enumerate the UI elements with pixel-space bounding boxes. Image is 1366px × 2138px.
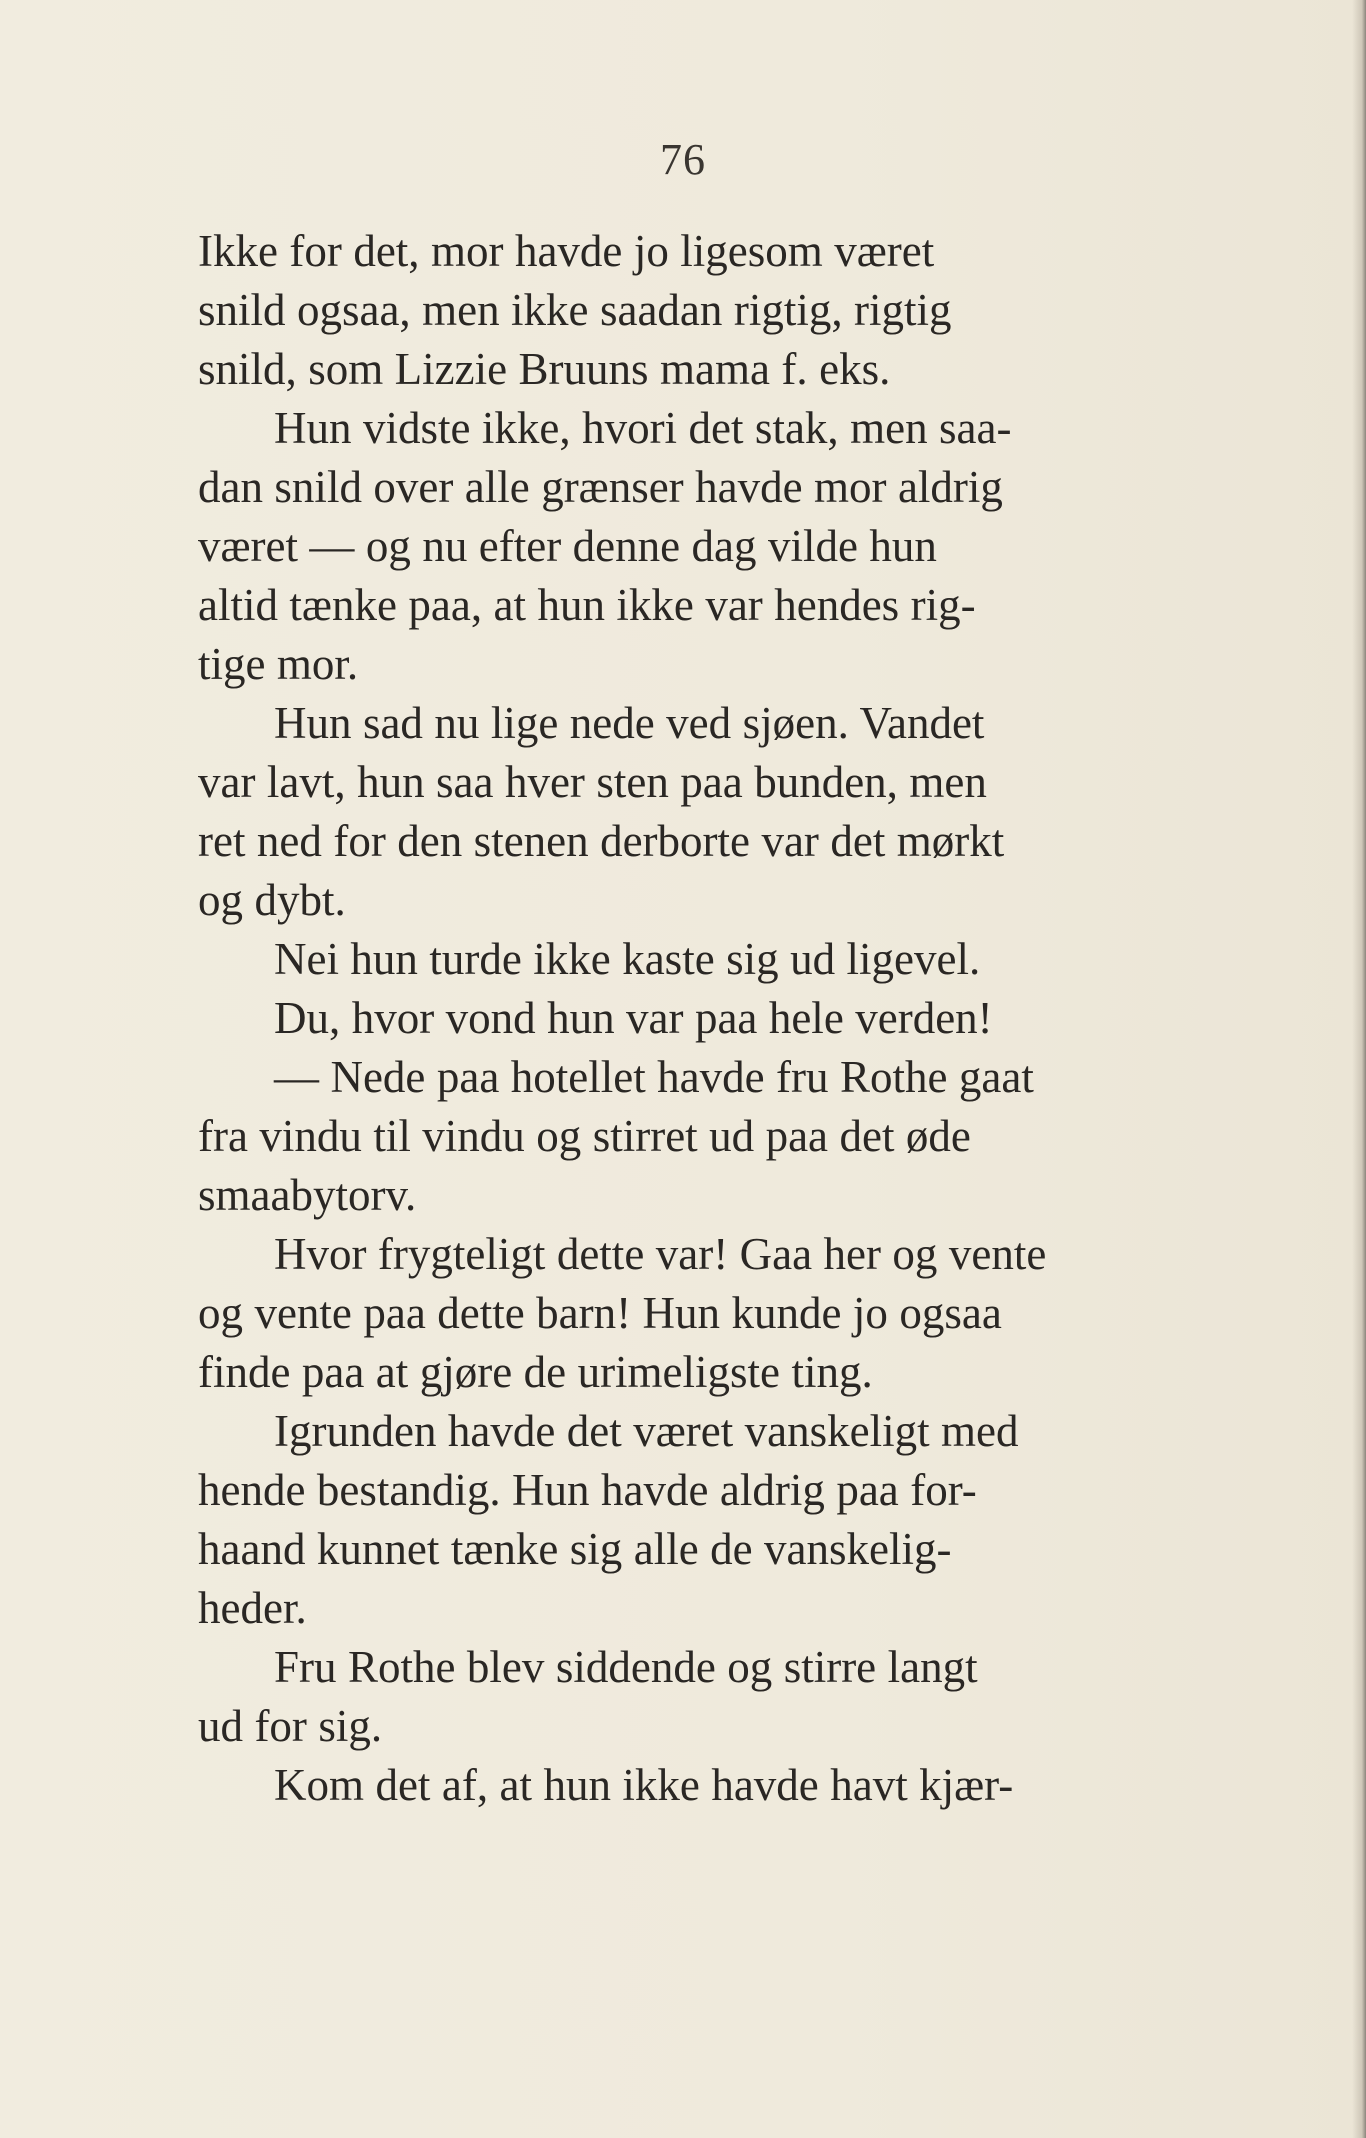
text-line: hende bestandig. Hun havde aldrig paa for-: [198, 1465, 977, 1515]
text-line: altid tænke paa, at hun ikke var hendes rig-: [198, 580, 976, 630]
text-line: heder.: [198, 1583, 307, 1633]
text-line: Ikke for det, mor havde jo ligesom været: [198, 226, 935, 276]
text-line: snild, som Lizzie Bruuns mama f. eks.: [198, 344, 891, 394]
text-line: ret ned for den stenen derborte var det mørkt: [198, 816, 1005, 866]
paragraph-start-line: Du, hvor vond hun var paa hele verden!: [274, 993, 993, 1043]
text-line: ud for sig.: [198, 1701, 383, 1751]
paragraph-start-line: Hvor frygteligt dette var! Gaa her og vente: [274, 1229, 1047, 1279]
text-line: var lavt, hun saa hver sten paa bunden, men: [198, 757, 987, 807]
paragraph-start-line: Igrunden havde det været vanskeligt med: [274, 1406, 1019, 1456]
paragraph-start-line: Hun vidste ikke, hvori det stak, men saa-: [274, 403, 1012, 453]
paragraph-start-line: — Nede paa hotellet havde fru Rothe gaat: [274, 1052, 1034, 1102]
body-text: [198, 222, 1222, 1815]
text-line: tige mor.: [198, 639, 359, 689]
text-line: dan snild over alle grænser havde mor aldrig: [198, 462, 1003, 512]
text-line: finde paa at gjøre de urimeligste ting.: [198, 1347, 873, 1397]
text-line: fra vindu til vindu og stirret ud paa det øde: [198, 1111, 971, 1161]
page-number: 76: [660, 135, 706, 184]
paragraph-start-line: Hun sad nu lige nede ved sjøen. Vandet: [274, 698, 985, 748]
text-line: haand kunnet tænke sig alle de vanskelig-: [198, 1524, 952, 1574]
page-edge-shadow: [1352, 0, 1366, 2138]
text-line: og dybt.: [198, 875, 346, 925]
text-line: smaabytorv.: [198, 1170, 417, 1220]
text-line: og vente paa dette barn! Hun kunde jo ogsaa: [198, 1288, 1002, 1338]
paragraph-start-line: Nei hun turde ikke kaste sig ud ligevel.: [274, 934, 981, 984]
paragraph-start-line: Kom det af, at hun ikke havde havt kjær-: [274, 1760, 1014, 1810]
text-line: snild ogsaa, men ikke saadan rigtig, rigtig: [198, 285, 952, 335]
text-line: været — og nu efter denne dag vilde hun: [198, 521, 937, 571]
paragraph-start-line: Fru Rothe blev siddende og stirre langt: [274, 1642, 978, 1692]
